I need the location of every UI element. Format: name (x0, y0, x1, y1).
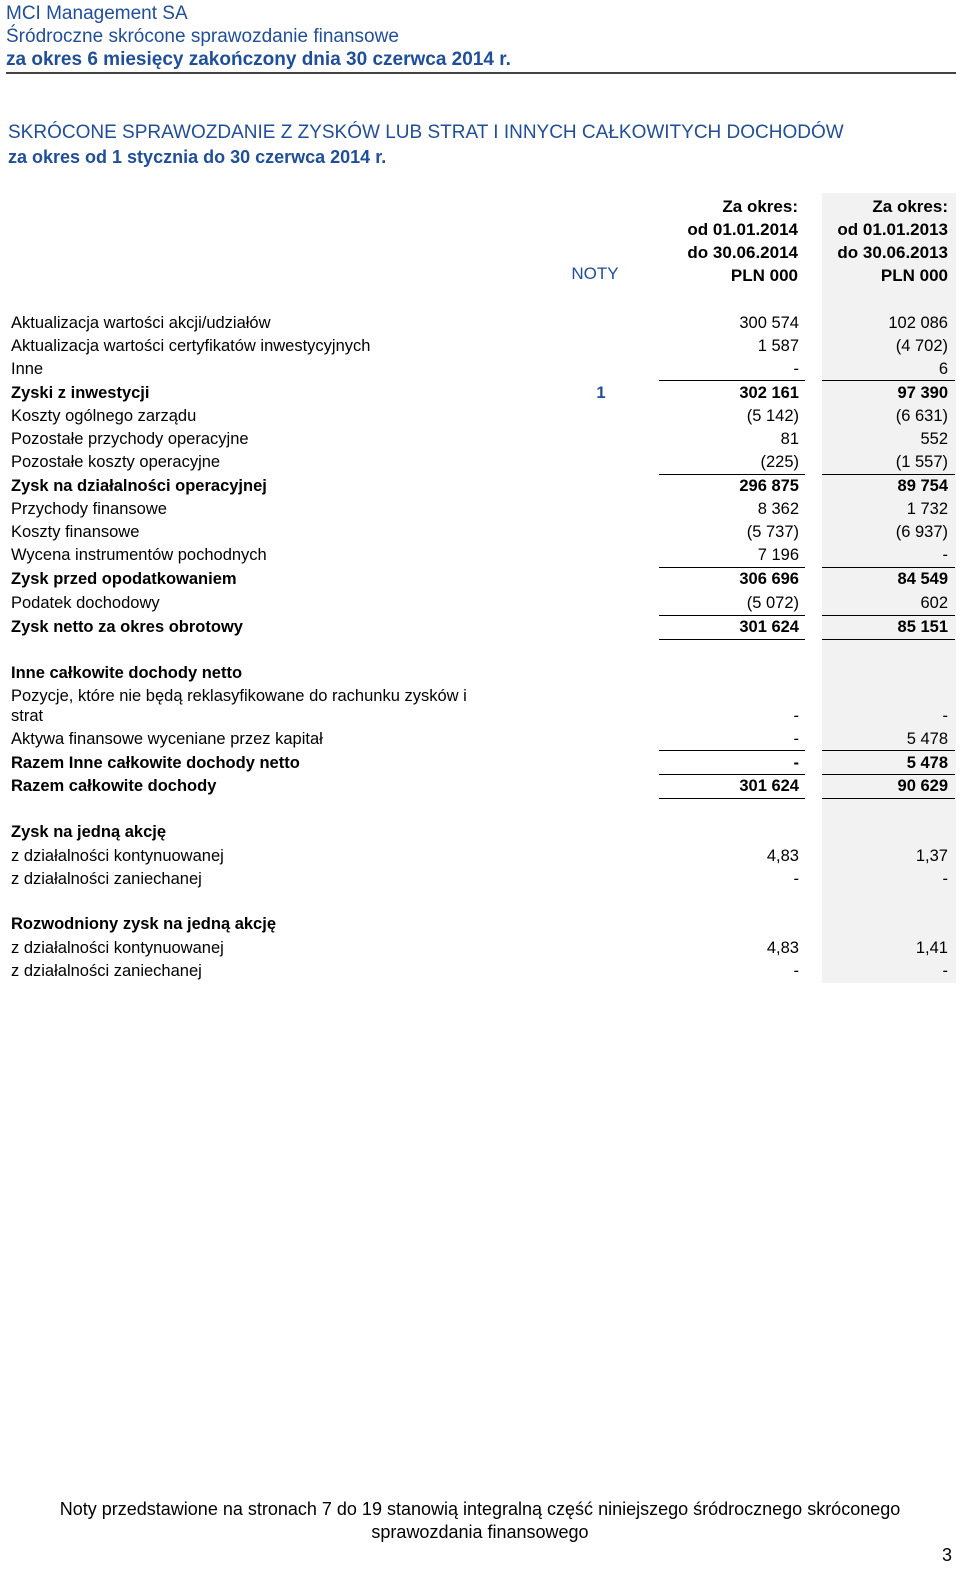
table-row-subtotal (0, 752, 960, 775)
footer-note-line1: Noty przedstawione na stronach 7 do 19 stanowią integralną część niniejszego śródrocznego skróconego (59, 1499, 901, 1519)
row-label: Inne (11, 360, 44, 378)
row-label: z działalności kontynuowanej (11, 847, 224, 865)
value-2014: 296 875 (739, 477, 799, 495)
subtotal-rule-2013 (822, 750, 955, 751)
column-header-2014 (640, 195, 798, 287)
footer-note-line2: sprawozdania finansowego (371, 1522, 589, 1542)
value-2013: 84 549 (897, 570, 948, 588)
value-2014: - (793, 962, 799, 980)
column-2014-unit: PLN 000 (730, 266, 798, 285)
subtotal-rule-2013 (822, 380, 955, 381)
value-2013: (1 557) (895, 453, 948, 471)
table-row (0, 960, 960, 983)
value-2014: - (793, 870, 799, 888)
value-2014: (5 737) (746, 523, 799, 541)
total-rule-2014 (659, 798, 805, 799)
value-2014: (225) (760, 453, 799, 471)
row-label: Pozostałe koszty operacyjne (11, 453, 221, 471)
table-row-subtotal (0, 382, 960, 405)
value-2013: - (942, 546, 948, 564)
total-rule-2013 (822, 639, 955, 640)
total-rule-2013 (822, 798, 955, 799)
value-2014: 4,83 (766, 847, 799, 865)
row-label: Zysk na działalności operacyjnej (11, 477, 267, 495)
table-row (0, 335, 960, 358)
row-label: Wycena instrumentów pochodnych (11, 546, 267, 564)
row-label: Aktualizacja wartości akcji/udziałów (11, 314, 271, 332)
value-2013: (6 937) (895, 523, 948, 541)
table-row (0, 544, 960, 567)
subtotal-rule-2014 (659, 380, 805, 381)
page-header (6, 2, 511, 71)
table-row-subtotal (0, 568, 960, 591)
page-number: 3 (941, 1545, 952, 1565)
table-row (0, 358, 960, 381)
value-2013: - (942, 707, 948, 725)
column-2013-unit: PLN 000 (880, 266, 948, 285)
row-label: strat (11, 707, 44, 725)
table-row-subtotal (0, 475, 960, 498)
total-rule-2014 (659, 639, 805, 640)
table-row (0, 405, 960, 428)
eps-heading: Zysk na jedną akcję (11, 823, 167, 841)
value-2013: 90 629 (897, 777, 948, 795)
table-row-total (0, 775, 960, 798)
table-row (0, 937, 960, 960)
value-2014: 4,83 (766, 939, 799, 957)
value-2014: 306 696 (739, 570, 799, 588)
column-2014-line1: Za okres: (722, 197, 798, 216)
table-row-total (0, 616, 960, 639)
value-2013: 1,41 (915, 939, 948, 957)
value-2014: 8 362 (757, 500, 799, 518)
value-2013: - (942, 870, 948, 888)
column-2013-line1: Za okres: (872, 197, 948, 216)
reclass-label-line1: Pozycje, które nie będą reklasyfikowane do rachunku zysków i (11, 687, 467, 705)
value-2014: 1 587 (757, 337, 799, 355)
row-label: Zysk netto za okres obrotowy (11, 618, 243, 636)
table-row (0, 728, 960, 751)
table-row (0, 868, 960, 891)
table-row (0, 451, 960, 474)
report-period: za okres 6 miesięcy zakończony dnia 30 czerwca 2014 r. (6, 49, 511, 70)
column-header-2013 (790, 195, 948, 287)
value-2013: 552 (920, 430, 948, 448)
value-2014: (5 072) (746, 594, 799, 612)
value-2014: 81 (780, 430, 799, 448)
value-2013: 6 (938, 360, 948, 378)
value-2014: - (793, 730, 799, 748)
row-label: Koszty finansowe (11, 523, 140, 541)
row-label: Zyski z inwestycji (11, 384, 150, 402)
row-label: z działalności zaniechanej (11, 870, 202, 888)
oci-heading: Inne całkowite dochody netto (11, 664, 243, 682)
value-2014: - (793, 754, 799, 772)
table-row (0, 428, 960, 451)
company-name: MCI Management SA (6, 3, 188, 24)
value-2014: - (793, 707, 799, 725)
value-2013: 102 086 (888, 314, 948, 332)
row-label: Razem Inne całkowite dochody netto (11, 754, 300, 772)
value-2013: 85 151 (897, 618, 948, 636)
column-2014-line3: do 30.06.2014 (687, 243, 798, 262)
row-label: z działalności kontynuowanej (11, 939, 224, 957)
statement-heading (8, 120, 844, 170)
value-2014: 301 624 (739, 777, 799, 795)
value-2013: 97 390 (897, 384, 948, 402)
table-row (0, 521, 960, 544)
statement-subtitle: za okres od 1 stycznia do 30 czerwca 2014 r. (8, 147, 387, 167)
table-row (0, 845, 960, 868)
statement-title: SKRÓCONE SPRAWOZDANIE Z ZYSKÓW LUB STRAT I INNYCH CAŁKOWITYCH DOCHODÓW (8, 122, 844, 143)
header-divider (6, 72, 956, 74)
page-footer (0, 1498, 960, 1544)
column-2014-line2: od 01.01.2014 (687, 220, 798, 239)
value-2013: 89 754 (897, 477, 948, 495)
value-2014: - (793, 360, 799, 378)
value-2013: 5 478 (906, 730, 948, 748)
table-row (0, 498, 960, 521)
value-2014: 300 574 (739, 314, 799, 332)
column-2013-line3: do 30.06.2013 (837, 243, 948, 262)
row-label: Pozostałe przychody operacyjne (11, 430, 249, 448)
value-2014: 7 196 (757, 546, 799, 564)
value-2014: 301 624 (739, 618, 799, 636)
table-row (0, 705, 960, 728)
value-2013: 602 (920, 594, 948, 612)
row-label: Aktywa finansowe wyceniane przez kapitał (11, 730, 323, 748)
row-label: Razem całkowite dochody (11, 777, 217, 795)
row-label: Koszty ogólnego zarządu (11, 407, 197, 425)
column-2013-line2: od 01.01.2013 (837, 220, 948, 239)
value-2014: (5 142) (746, 407, 799, 425)
value-2013: (4 702) (895, 337, 948, 355)
row-label: Podatek dochodowy (11, 594, 160, 612)
table-row (0, 592, 960, 615)
value-2014: 302 161 (739, 384, 799, 402)
value-2013: (6 631) (895, 407, 948, 425)
value-2013: - (942, 962, 948, 980)
row-label: Aktualizacja wartości certyfikatów inwestycyjnych (11, 337, 371, 355)
row-label: Przychody finansowe (11, 500, 167, 518)
notes-column-header: NOTY (571, 264, 619, 283)
row-label: Zysk przed opodatkowaniem (11, 570, 237, 588)
subtotal-rule-2014 (659, 750, 805, 751)
value-2013: 1 732 (906, 500, 948, 518)
table-row (0, 312, 960, 335)
value-2013: 5 478 (906, 754, 948, 772)
row-label: z działalności zaniechanej (11, 962, 202, 980)
value-2013: 1,37 (915, 847, 948, 865)
diluted-eps-heading: Rozwodniony zysk na jedną akcję (11, 915, 276, 933)
note-reference: 1 (596, 384, 606, 402)
document-title: Śródroczne skrócone sprawozdanie finansowe (6, 26, 399, 47)
